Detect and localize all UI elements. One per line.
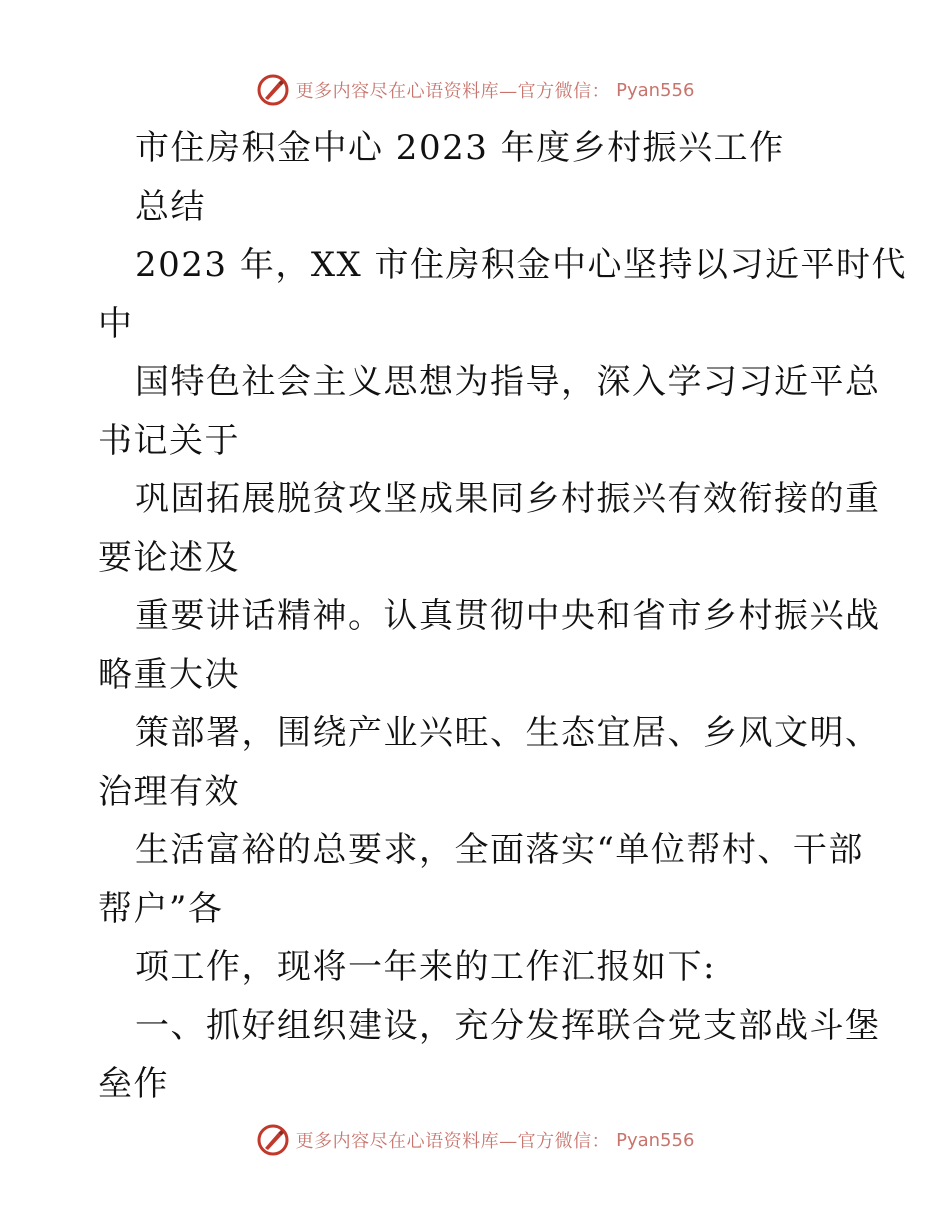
document-line: 略重大决 <box>98 655 240 695</box>
banner-wechat-id: Pyan556 <box>616 1129 695 1151</box>
document-line: 帮户”各 <box>98 889 224 929</box>
footer-banner <box>0 1120 950 1160</box>
pen-logo-icon <box>256 1123 290 1157</box>
banner-wechat-id: Pyan556 <box>616 79 695 101</box>
document-line: 一、抓好组织建设，充分发挥联合党支部战斗堡 <box>135 1006 881 1046</box>
header-banner <box>0 70 950 110</box>
document-line: 重要讲话精神。认真贯彻中央和省市乡村振兴战 <box>135 596 881 636</box>
document-line: 要论述及 <box>98 538 240 578</box>
document-line: 生活富裕的总要求，全面落实“单位帮村、干部 <box>135 830 864 870</box>
pen-logo-icon <box>256 73 290 107</box>
document-line: 总结 <box>135 187 206 227</box>
document-line: 书记关于 <box>98 421 240 461</box>
document-line: 2023 年，XX 市住房积金中心坚持以习近平时代 <box>135 245 908 285</box>
document-line: 巩固拓展脱贫攻坚成果同乡村振兴有效衔接的重 <box>135 479 881 519</box>
document-line: 策部署，围绕产业兴旺、生态宜居、乡风文明、 <box>135 713 881 753</box>
banner-text: 更多内容尽在心语资料库—官方微信： <box>295 81 611 102</box>
document-line: 治理有效 <box>98 772 240 812</box>
document-line: 垒作 <box>98 1064 169 1104</box>
document-line: 国特色社会主义思想为指导，深入学习习近平总 <box>135 362 881 402</box>
document-line: 项工作，现将一年来的工作汇报如下: <box>135 947 716 987</box>
document-line: 市住房积金中心 2023 年度乡村振兴工作 <box>135 128 785 168</box>
document-line: 中 <box>98 304 134 344</box>
banner-text: 更多内容尽在心语资料库—官方微信： <box>295 1131 611 1152</box>
